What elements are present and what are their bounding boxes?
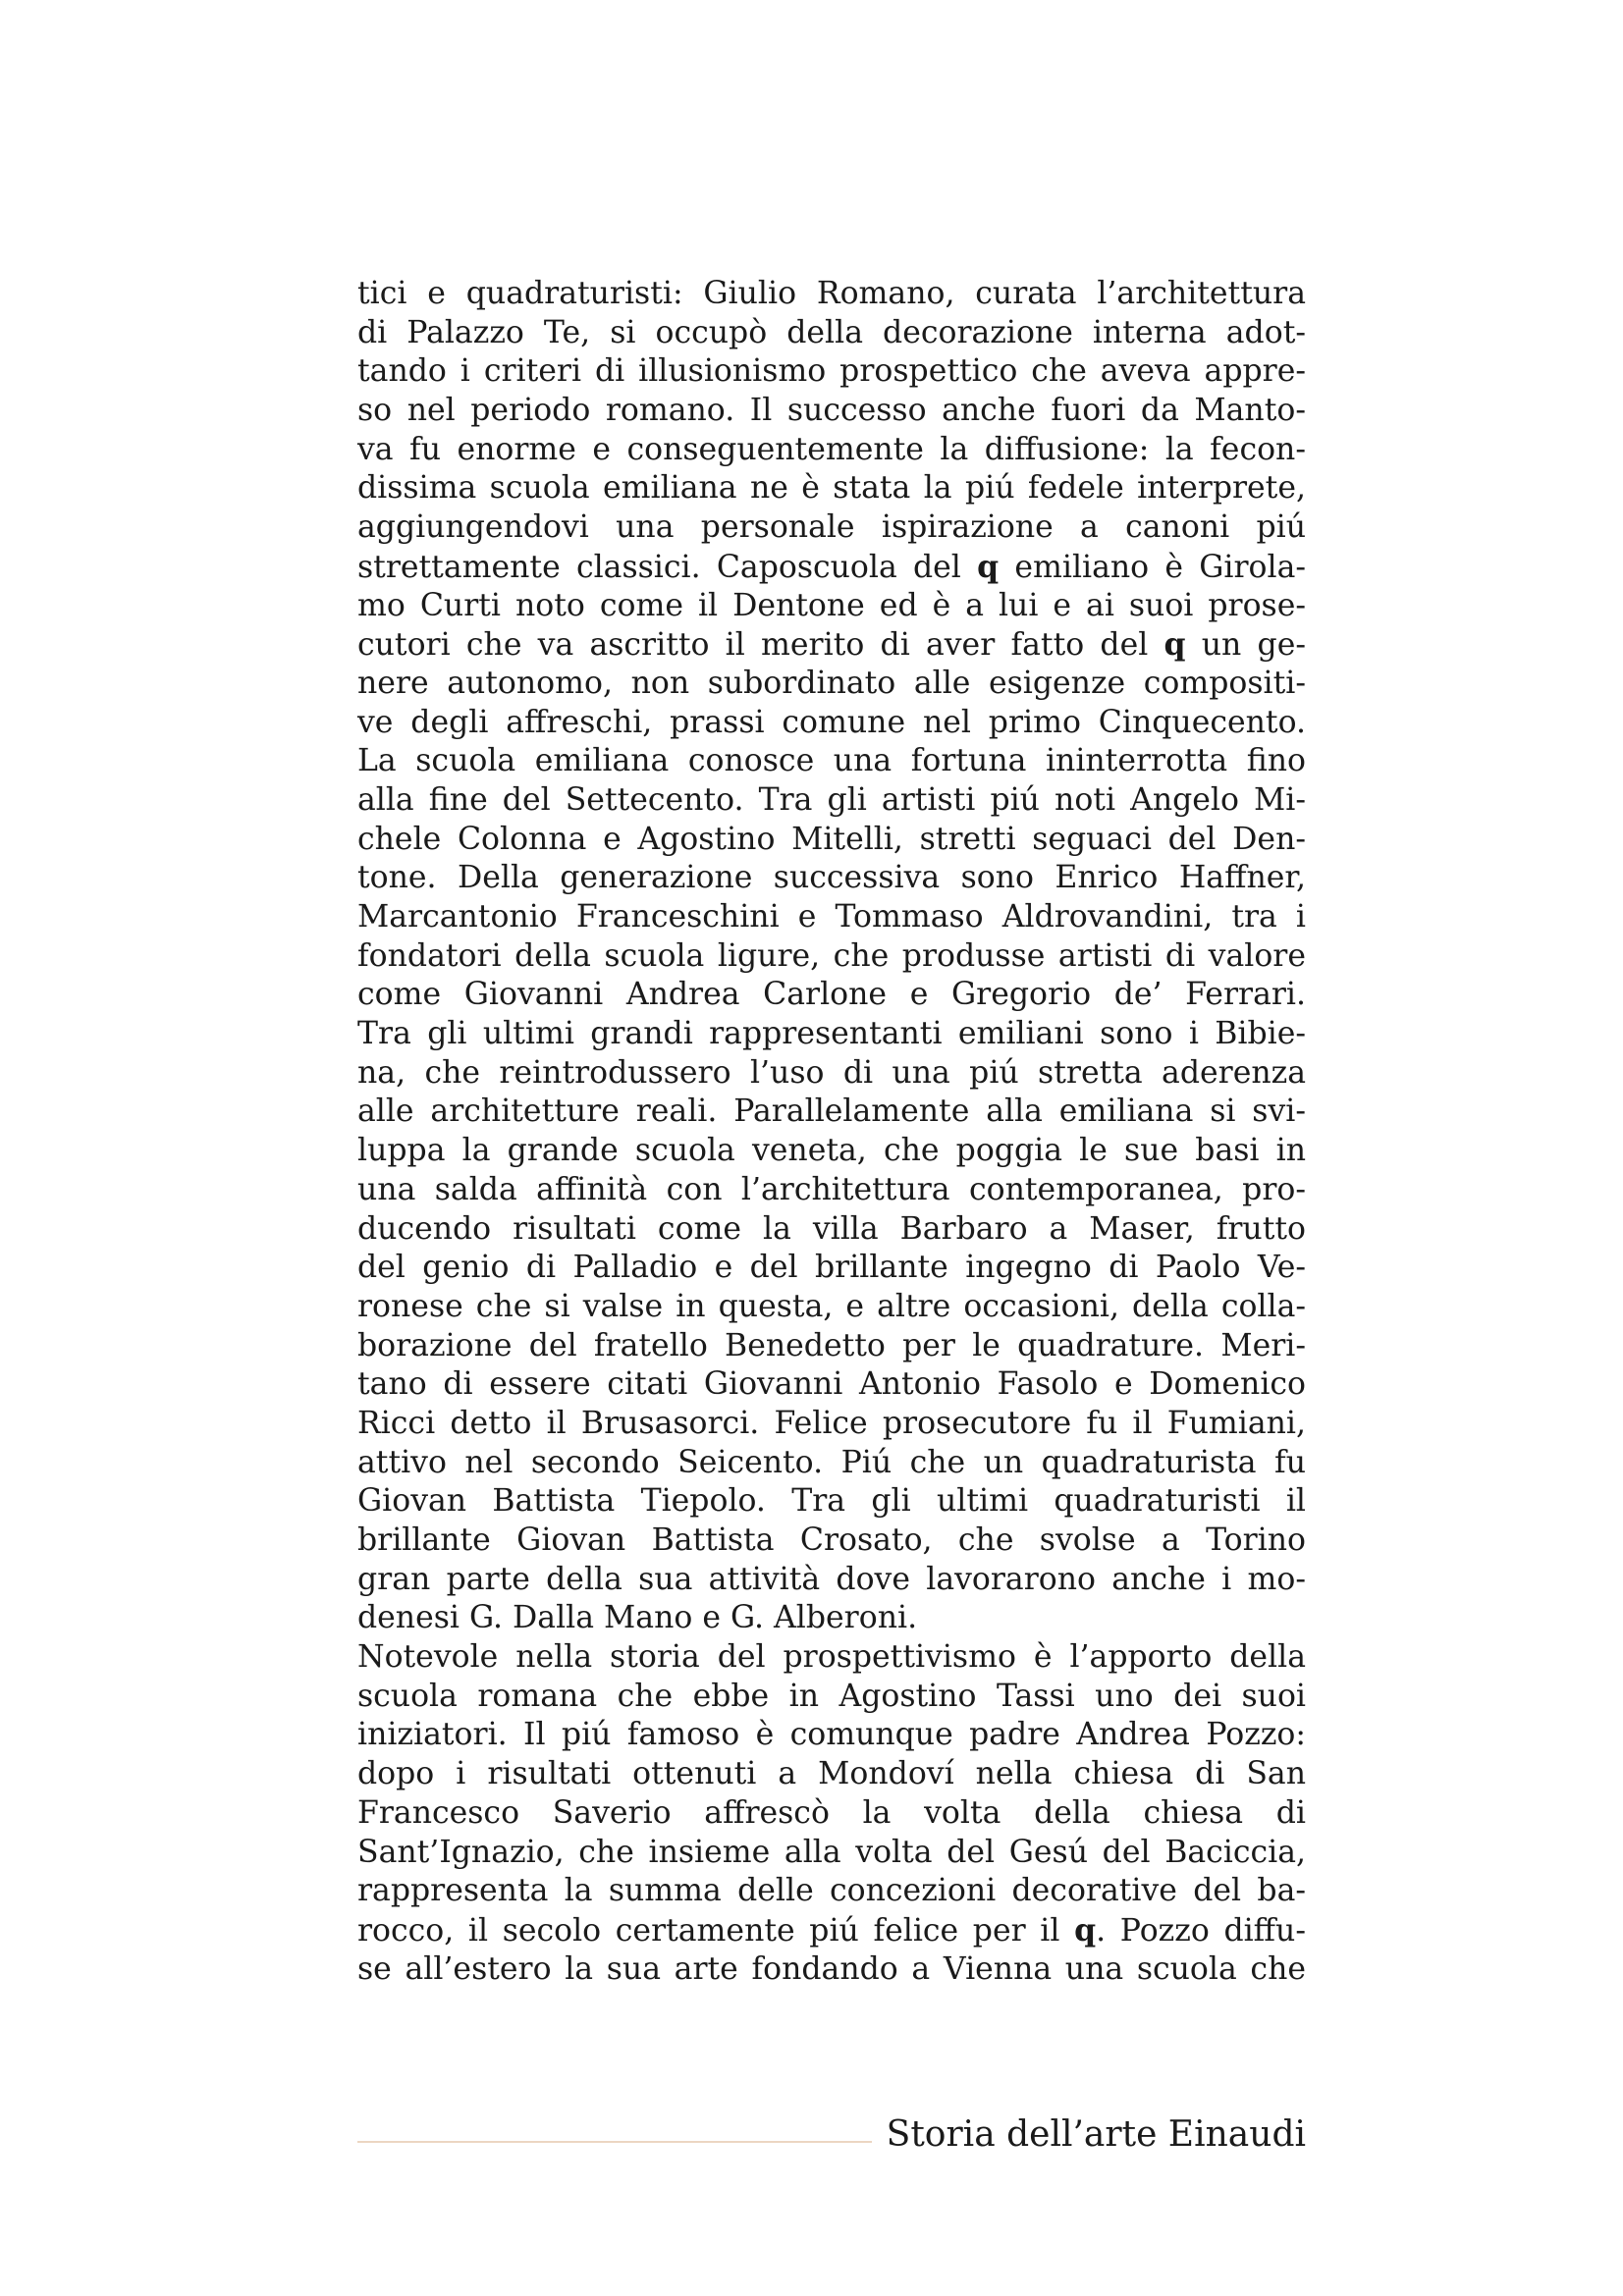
line-text: rappresenta la summa delle concezioni decorative del ba- bbox=[357, 1873, 1306, 1909]
body-line bbox=[357, 1755, 1306, 1794]
line-text: Notevole nella storia del prospettivismo è l’apporto della bbox=[357, 1639, 1306, 1676]
body-line bbox=[357, 1716, 1306, 1755]
body-line bbox=[357, 898, 1306, 937]
line-text: alla fine del Settecento. Tra gli artisti piú noti Angelo Mi- bbox=[357, 781, 1306, 818]
bold-term: q bbox=[1074, 1911, 1097, 1949]
body-line bbox=[357, 1249, 1306, 1288]
line-text: chele Colonna e Agostino Mitelli, stretti seguaci del Den- bbox=[357, 821, 1306, 857]
body-line bbox=[357, 469, 1306, 508]
body-line bbox=[357, 1522, 1306, 1561]
line-text: tici e quadraturisti: Giulio Romano, curata l’architettura bbox=[357, 276, 1306, 311]
body-line bbox=[357, 1950, 1306, 1990]
body-line bbox=[357, 508, 1306, 548]
line-text: dissima scuola emiliana ne è stata la piú fedele interprete, bbox=[357, 470, 1306, 507]
line-text: emiliano è Girola- bbox=[999, 549, 1306, 585]
body-line bbox=[357, 1171, 1306, 1210]
line-text: strettamente classici. Caposcuola del bbox=[357, 549, 978, 585]
line-text: La scuola emiliana conosce una fortuna ininterrotta fino bbox=[357, 743, 1306, 779]
line-text: Francesco Saverio affrescò la volta della chiesa di bbox=[357, 1794, 1306, 1831]
line-text: va fu enorme e conseguentemente la diffusione: la fecon- bbox=[357, 431, 1306, 467]
line-text: Tra gli ultimi grandi rappresentanti emiliani sono i Bibie- bbox=[357, 1016, 1306, 1052]
line-text: Ricci detto il Brusasorci. Felice prosecutore fu il Fumiani, bbox=[357, 1405, 1306, 1441]
line-text: denesi G. Dalla Mano e G. Alberoni. bbox=[357, 1600, 918, 1636]
line-text: Marcantonio Franceschini e Tommaso Aldrovandini, tra i bbox=[357, 899, 1306, 934]
line-text: iniziatori. Il piú famoso è comunque padre Andrea Pozzo: bbox=[357, 1717, 1306, 1753]
line-text: se all’estero la sua arte fondando a Vienna una scuola che bbox=[357, 1950, 1306, 1987]
line-text: ronese che si valse in questa, e altre occasioni, della colla- bbox=[357, 1288, 1306, 1324]
body-line bbox=[357, 1093, 1306, 1132]
line-text: fondatori della scuola ligure, che produsse artisti di valore bbox=[357, 937, 1306, 974]
body-line bbox=[357, 1444, 1306, 1483]
body-line bbox=[357, 1210, 1306, 1250]
body-line bbox=[357, 742, 1306, 781]
body-line bbox=[357, 548, 1306, 587]
line-text: rocco, il secolo certamente piú felice per il bbox=[357, 1912, 1075, 1949]
body-line bbox=[357, 587, 1306, 626]
bold-term: q bbox=[1163, 626, 1186, 664]
body-line bbox=[357, 625, 1306, 665]
body-line bbox=[357, 976, 1306, 1015]
body-line bbox=[357, 392, 1306, 431]
body-line bbox=[357, 1482, 1306, 1522]
line-text: tando i criteri di illusionismo prospettico che aveva appre- bbox=[357, 353, 1306, 390]
body-line bbox=[357, 665, 1306, 704]
line-text: ve degli affreschi, prassi comune nel primo Cinquecento. bbox=[357, 704, 1306, 740]
line-text: so nel periodo romano. Il successo anche fuori da Manto- bbox=[357, 393, 1306, 429]
body-line bbox=[357, 314, 1306, 353]
line-text: . Pozzo diffu- bbox=[1096, 1912, 1306, 1949]
line-text: brillante Giovan Battista Crosato, che svolse a Torino bbox=[357, 1522, 1306, 1558]
body-line bbox=[357, 1365, 1306, 1405]
line-text: nere autonomo, non subordinato alle esigenze compositi- bbox=[357, 665, 1306, 701]
line-text: ducendo risultati come la villa Barbaro a Maser, frutto bbox=[357, 1210, 1306, 1247]
line-text: luppa la grande scuola veneta, che poggia le sue basi in bbox=[357, 1133, 1306, 1169]
line-text: un ge- bbox=[1185, 627, 1306, 664]
footer-rule bbox=[357, 2141, 872, 2143]
page-footer bbox=[357, 2110, 1306, 2169]
line-text: del genio di Palladio e del brillante ingegno di Paolo Ve- bbox=[357, 1250, 1306, 1286]
body-line bbox=[357, 859, 1306, 898]
footer-title: Storia dell’arte Einaudi bbox=[886, 2114, 1306, 2155]
bold-term: q bbox=[977, 548, 1000, 585]
body-line bbox=[357, 1405, 1306, 1444]
line-text: di Palazzo Te, si occupò della decorazione interna adot- bbox=[357, 314, 1306, 350]
line-text: borazione del fratello Benedetto per le quadrature. Meri- bbox=[357, 1327, 1306, 1363]
body-line bbox=[357, 352, 1306, 392]
line-text: tano di essere citati Giovanni Antonio Fasolo e Domenico bbox=[357, 1366, 1306, 1403]
body-line bbox=[357, 781, 1306, 821]
line-text: mo Curti noto come il Dentone ed è a lui e ai suoi prose- bbox=[357, 587, 1306, 623]
body-line bbox=[357, 1678, 1306, 1717]
body-line bbox=[357, 1327, 1306, 1366]
body-line bbox=[357, 1015, 1306, 1054]
body-line bbox=[357, 1132, 1306, 1171]
body-line bbox=[357, 1599, 1306, 1638]
line-text: alle architetture reali. Parallelamente alla emiliana si svi- bbox=[357, 1094, 1306, 1130]
body-line bbox=[357, 431, 1306, 470]
line-text: aggiungendovi una personale ispirazione a canoni piú bbox=[357, 509, 1306, 546]
line-text: una salda affinità con l’architettura contemporanea, pro- bbox=[357, 1171, 1306, 1207]
body-line bbox=[357, 937, 1306, 977]
body-line bbox=[357, 1288, 1306, 1327]
body-line bbox=[357, 821, 1306, 860]
body-text bbox=[357, 275, 1306, 1989]
body-line bbox=[357, 275, 1306, 314]
body-line bbox=[357, 1911, 1306, 1950]
line-text: come Giovanni Andrea Carlone e Gregorio de’ Ferrari. bbox=[357, 977, 1306, 1013]
body-line bbox=[357, 704, 1306, 743]
body-line bbox=[357, 1054, 1306, 1094]
body-line bbox=[357, 1794, 1306, 1834]
line-text: na, che reintrodussero l’uso di una piú stretta aderenza bbox=[357, 1054, 1306, 1091]
line-text: dopo i risultati ottenuti a Mondoví nella chiesa di San bbox=[357, 1756, 1306, 1792]
line-text: tone. Della generazione successiva sono Enrico Haffner, bbox=[357, 860, 1306, 896]
line-text: Sant’Ignazio, che insieme alla volta del Gesú del Baciccia, bbox=[357, 1834, 1306, 1870]
body-line bbox=[357, 1834, 1306, 1873]
line-text: Giovan Battista Tiepolo. Tra gli ultimi quadraturisti il bbox=[357, 1483, 1306, 1520]
line-text: attivo nel secondo Seicento. Piú che un quadraturista fu bbox=[357, 1444, 1306, 1480]
line-text: scuola romana che ebbe in Agostino Tassi uno dei suoi bbox=[357, 1678, 1306, 1714]
body-line bbox=[357, 1561, 1306, 1600]
body-line bbox=[357, 1872, 1306, 1911]
line-text: gran parte della sua attività dove lavorarono anche i mo- bbox=[357, 1561, 1306, 1597]
body-line bbox=[357, 1638, 1306, 1678]
line-text: cutori che va ascritto il merito di aver fatto del bbox=[357, 627, 1164, 664]
